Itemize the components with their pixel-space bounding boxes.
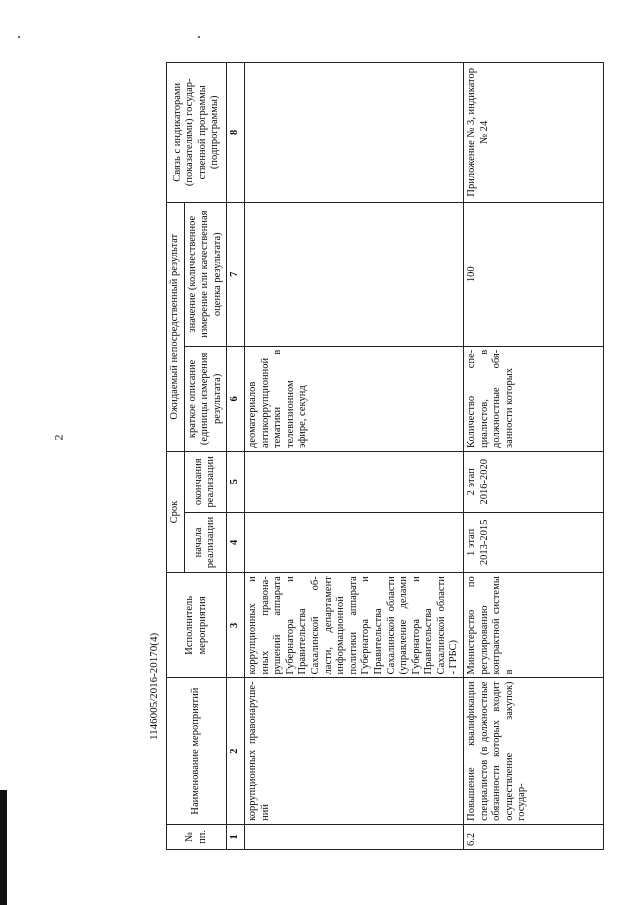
cell-executor: Министерство по регулированию контрактной системы в xyxy=(464,573,604,678)
col-header-term-start: начала реализации xyxy=(184,512,227,573)
column-number: 5 xyxy=(227,451,245,512)
table-row xyxy=(464,63,604,850)
cell-end xyxy=(244,451,463,512)
rotated-table-container xyxy=(166,62,604,850)
column-number-row xyxy=(227,63,245,850)
cell-start xyxy=(244,512,463,573)
scan-speck xyxy=(18,36,20,38)
col-header-link: Связь с индикаторами (показателями) государственной программы (подпрограммы) xyxy=(167,63,227,203)
cell-result-desc: деоматериалов антикоррупционной тематики в телевизионном эфире, секунд xyxy=(244,346,463,451)
scan-speck xyxy=(198,36,200,38)
column-number: 6 xyxy=(227,346,245,451)
cell-start: 1 этап 2013-2015 xyxy=(464,512,604,573)
cell-link: Приложение № 3, индикатор № 24 xyxy=(464,63,604,203)
col-header-result-value: значение (количественное измерение или качественная оценка результата) xyxy=(184,202,227,346)
cell-executor: коррупционных и иных правонарушений аппарата Губернатора и Правительства Сахалинской области, департамент информационной политики аппарата Губернатора и Правительства Сахалинской области (управление делами Губернатора и Правительства Сахалинской области - ГРБС) xyxy=(244,573,463,678)
cell-result-value xyxy=(244,202,463,346)
column-number: 7 xyxy=(227,202,245,346)
column-number: 2 xyxy=(227,678,245,824)
cell-name: Повышение квалификации специалистов (в должностные обязанности которых входит осуществление закупок) государ- xyxy=(464,678,604,824)
col-header-term: Срок xyxy=(167,451,185,572)
column-number: 8 xyxy=(227,63,245,203)
column-number: 4 xyxy=(227,512,245,573)
cell-num: 6.2 xyxy=(464,824,604,849)
col-header-result: Ожидаемый непосредственный результат xyxy=(167,202,185,451)
col-header-num: № пп. xyxy=(167,824,227,849)
col-header-term-end: окончания реализации xyxy=(184,451,227,512)
scan-edge-artifact xyxy=(0,790,7,905)
col-header-result-desc: краткое описание (единицы измерения результата) xyxy=(184,346,227,451)
table-row xyxy=(244,63,463,850)
cell-link xyxy=(244,63,463,203)
document-code: 1146005/2016-20170(4) xyxy=(148,632,160,740)
col-header-name: Наименование мероприятий xyxy=(167,678,227,824)
column-number: 3 xyxy=(227,573,245,678)
cell-end: 2 этап 2016-2020 xyxy=(464,451,604,512)
measures-table xyxy=(166,62,604,850)
cell-result-value: 100 xyxy=(464,202,604,346)
cell-result-desc: Количество специалистов, в должностные обязанности которых xyxy=(464,346,604,451)
page-number: 2 xyxy=(51,434,66,441)
col-header-executor: Исполнитель мероприятия xyxy=(167,573,227,678)
column-number: 1 xyxy=(227,824,245,849)
cell-name: коррупционных правонарушений xyxy=(244,678,463,824)
header-row-1 xyxy=(167,63,185,850)
cell-num xyxy=(244,824,463,849)
